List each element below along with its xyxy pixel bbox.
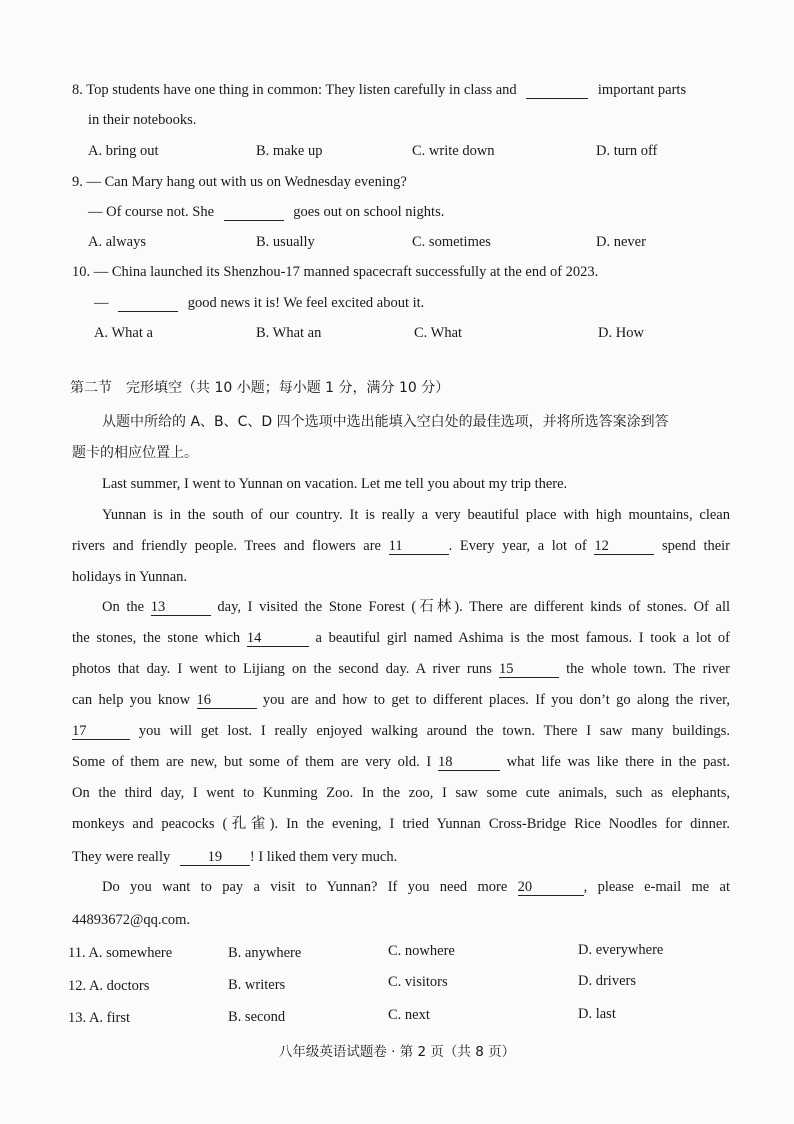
q12-option-d: D. drivers <box>578 973 636 989</box>
q8-stem-part-b: important parts <box>597 82 687 98</box>
blank-15: 15 <box>499 661 559 678</box>
q12-option-c: C. visitors <box>388 974 448 990</box>
section2-title: 第二节 完形填空（共 10 小题；每小题 1 分，满分 10 分） <box>70 380 450 396</box>
blank-17: 17 <box>72 723 130 740</box>
q10-option-d: D. How <box>598 325 644 341</box>
q8-option-a: A. bring out <box>88 143 159 159</box>
q8-stem-part-a: 8. Top students have one thing in common: They listen carefully in class and <box>72 82 517 98</box>
q9-option-b: B. usually <box>256 234 315 250</box>
blank-20: 20 <box>518 879 584 896</box>
passage-p2-line3: holidays in Yunnan. <box>72 569 188 585</box>
passage-text: can help you know <box>72 692 191 708</box>
q8-option-c: C. write down <box>412 143 495 159</box>
q10-option-b: B. What an <box>256 325 322 341</box>
q9-line2 <box>88 202 444 222</box>
passage-text: photos that day. I went to Lijiang on the second day. A river runs <box>72 661 492 677</box>
q13-option-b: B. second <box>228 1009 286 1025</box>
q11-option-b: B. anywhere <box>228 945 302 961</box>
passage-text: day, I visited the Stone Forest (石林). There are different kinds of stones. Of all <box>217 599 731 615</box>
passage-text: . Every year, a lot of <box>448 538 587 554</box>
passage-p2-line1: Yunnan is in the south of our country. It is really a very beautiful place with high mountains, clean <box>102 507 730 523</box>
q11-option-a: 11. A. somewhere <box>68 945 173 961</box>
q12-option-b: B. writers <box>228 977 286 993</box>
passage-p3-line2 <box>72 623 730 654</box>
q8-option-b: B. make up <box>256 143 323 159</box>
passage-p3-line5 <box>72 716 730 747</box>
blank-16: 16 <box>197 692 257 709</box>
section2-instruction-line2: 题卡的相应位置上。 <box>72 445 198 461</box>
q8-stem-line2: in their notebooks. <box>88 112 197 128</box>
q11-option-c: C. nowhere <box>388 943 455 959</box>
passage-p3-line9 <box>72 847 397 867</box>
passage-text: the whole town. The river <box>566 661 730 677</box>
q10-answer-blank <box>118 295 178 312</box>
passage-text: On the <box>102 599 145 615</box>
blank-13: 13 <box>151 599 211 616</box>
passage-text: you will get lost. I really enjoyed walking around the town. There I saw many buildings. <box>138 723 730 739</box>
passage-text: what life was like there in the past. <box>506 754 731 770</box>
passage-p3-line7: On the third day, I went to Kunming Zoo. In the zoo, I saw some cute animals, such as elephants, <box>72 785 730 801</box>
passage-p2-line2 <box>72 531 730 562</box>
passage-p3-line6 <box>72 747 730 778</box>
q9-option-d: D. never <box>596 234 646 250</box>
q9-option-a: A. always <box>88 234 146 250</box>
q8-answer-blank <box>526 82 588 99</box>
q10-line2 <box>94 293 424 313</box>
passage-paragraph1: Last summer, I went to Yunnan on vacation. Let me tell you about my trip there. <box>102 476 568 492</box>
q10-line2-part-b: good news it is! We feel excited about it. <box>187 295 425 311</box>
passage-text: you are and how to get to different places. If you don’t go along the river, <box>262 692 731 708</box>
passage-p4-line1 <box>102 872 730 903</box>
q10-line1: 10. — China launched its Shenzhou-17 manned spacecraft successfully at the end of 2023. <box>72 264 599 280</box>
q11-option-d: D. everywhere <box>578 942 664 958</box>
q9-line1: 9. — Can Mary hang out with us on Wednesday evening? <box>72 174 407 190</box>
passage-p3-line4 <box>72 685 730 716</box>
q9-line2-part-a: — Of course not. She <box>88 204 215 220</box>
q8-stem-line1 <box>72 80 686 100</box>
q9-line2-part-b: goes out on school nights. <box>293 204 445 220</box>
passage-p3-line8: monkeys and peacocks (孔雀). In the evening, I tried Yunnan Cross-Bridge Rice Noodles for dinner. <box>72 816 730 832</box>
passage-text: the stones, the stone which <box>72 630 241 646</box>
passage-text: rivers and friendly people. Trees and flowers are <box>72 538 381 554</box>
blank-18: 18 <box>438 754 500 771</box>
q9-answer-blank <box>224 204 284 221</box>
page-footer: 八年级英语试题卷 · 第 2 页（共 8 页） <box>278 1044 516 1060</box>
passage-text: Do you want to pay a visit to Yunnan? If you need more <box>102 879 508 895</box>
passage-text: spend their <box>662 538 731 554</box>
q13-option-d: D. last <box>578 1006 616 1022</box>
q9-option-c: C. sometimes <box>412 234 491 250</box>
blank-19: 19 <box>180 849 250 866</box>
q10-line2-part-a: — <box>94 295 109 311</box>
passage-p4-line2: 44893672@qq.com. <box>72 912 191 928</box>
q13-option-a: 13. A. first <box>68 1010 131 1026</box>
blank-11: 11 <box>389 538 449 555</box>
q10-option-c: C. What <box>414 325 463 341</box>
passage-p3-line1 <box>102 592 730 623</box>
passage-text: , please e-mail me at <box>583 879 730 895</box>
passage-text: ! I liked them very much. <box>249 849 398 865</box>
blank-14: 14 <box>247 630 309 647</box>
section2-instruction-line1: 从题中所给的 A、B、C、D 四个选项中选出能填入空白处的最佳选项，并将所选答案涂到答 <box>102 414 669 430</box>
passage-p3-line3 <box>72 654 730 685</box>
passage-text: They were really <box>72 849 171 865</box>
passage-text: Some of them are new, but some of them are very old. I <box>72 754 432 770</box>
q10-option-a: A. What a <box>94 325 153 341</box>
q8-option-d: D. turn off <box>596 143 658 159</box>
q12-option-a: 12. A. doctors <box>68 978 150 994</box>
passage-text: a beautiful girl named Ashima is the most famous. I took a lot of <box>315 630 731 646</box>
q13-option-c: C. next <box>388 1007 430 1023</box>
blank-12: 12 <box>594 538 654 555</box>
